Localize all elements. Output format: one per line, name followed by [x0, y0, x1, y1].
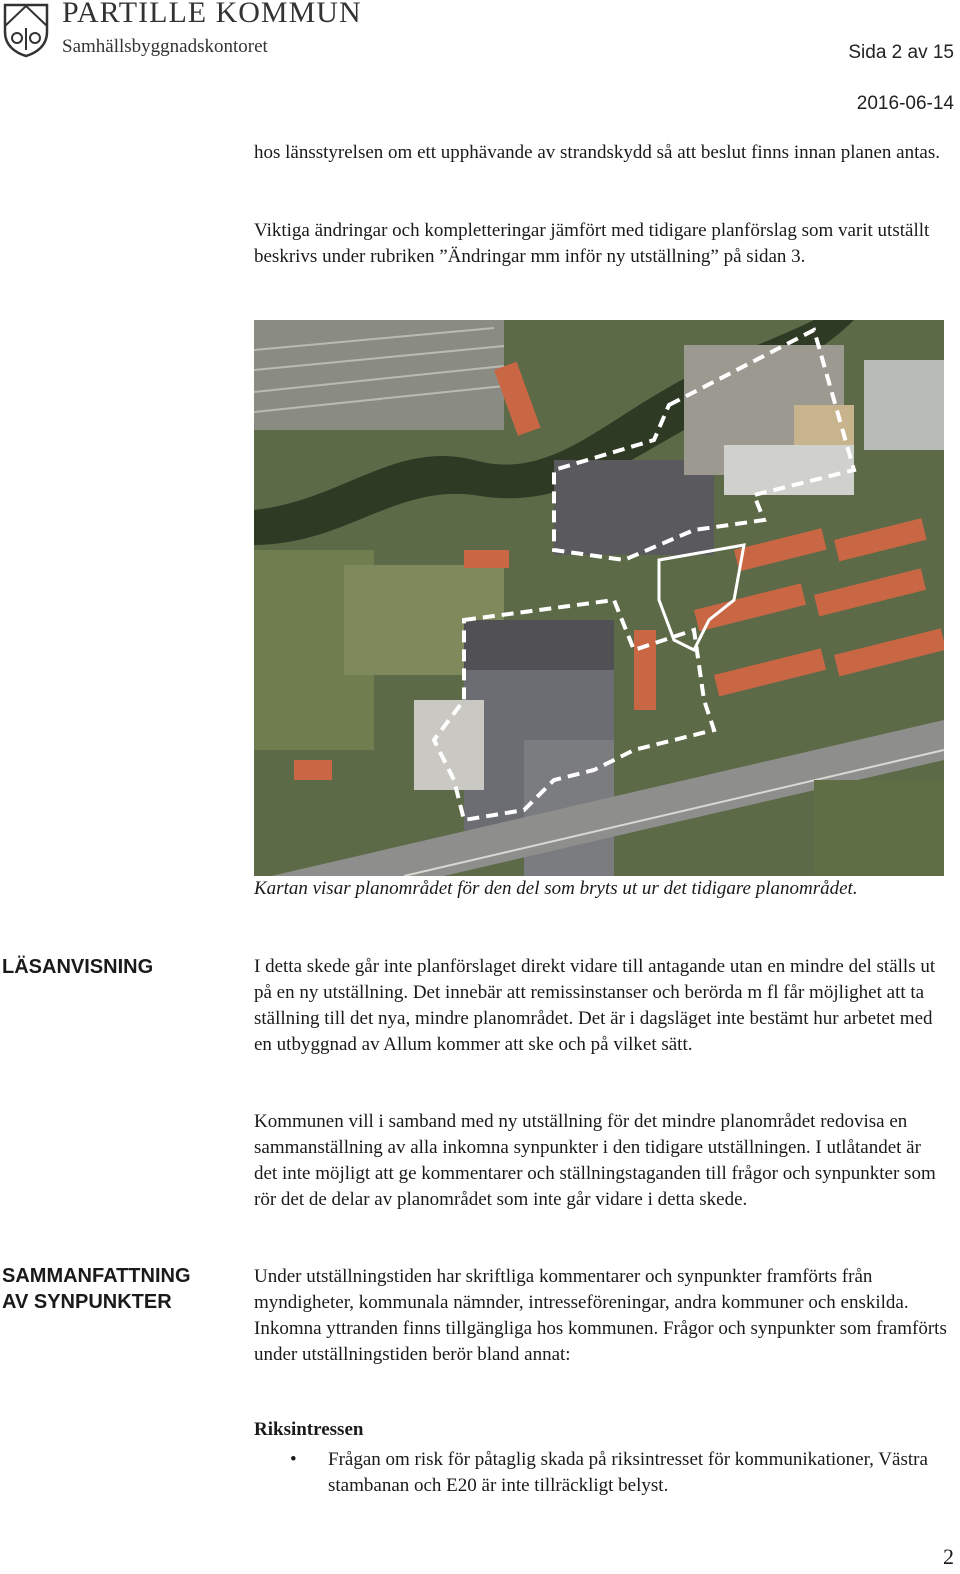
bullet-text: Frågan om risk för påtaglig skada på riksintresset för kommunikationer, Västra stambanan och E20 är inte tillräckligt belyst. — [328, 1449, 928, 1496]
section-heading-sammanfattning — [2, 1263, 191, 1315]
bullet-icon: • — [290, 1449, 297, 1470]
aerial-map-image — [254, 320, 944, 876]
section-heading-line-1: SAMMANFATTNING — [2, 1265, 191, 1287]
page-count: Sida 2 av 15 — [848, 42, 954, 63]
organization-name: PARTILLE KOMMUN — [62, 0, 362, 29]
section-heading-line-2: AV SYNPUNKTER — [2, 1291, 172, 1313]
intro-paragraph-2: Viktiga ändringar och kompletteringar jämfört med tidigare planförslag som varit utställt beskrivs under rubriken ”Ändringar mm inför ny utställning” på sidan 3. — [254, 220, 930, 267]
document-date: 2016-06-14 — [856, 93, 954, 114]
map-caption: Kartan visar planområdet för den del som bryts ut ur det tidigare planområdet. — [254, 878, 858, 899]
subheading-riksintressen: Riksintressen — [254, 1419, 364, 1440]
organization-department: Samhällsbyggnadskontoret — [62, 36, 268, 57]
section-heading-lasanvisning: LÄSANVISNING — [2, 956, 154, 978]
intro-paragraph-1: hos länsstyrelsen om ett upphävande av strandskydd så att beslut finns innan planen antas. — [254, 142, 940, 163]
lasanvisning-paragraph-2: Kommunen vill i samband med ny utställning för det mindre planområdet redovisa en sammanställning av alla inkomna synpunkter i den tidigare utställningen. I utlåtandet är det inte möjligt att ge kommentarer och ställningstaganden till frågor och synpunkter som rör det de delar av planområdet som inte går vidare i detta skede. — [254, 1111, 936, 1210]
page-number: 2 — [943, 1544, 954, 1569]
partille-coat-of-arms-logo — [2, 2, 50, 58]
lasanvisning-paragraph-1: I detta skede går inte planförslaget direkt vidare till antagande utan en mindre del ställs ut på en ny utställning. Det innebär att remissinstanser och berörda m fl får möjlighet att ta ställning till det nya, mindre planområdet. Det är i dagsläget inte bestämt hur arbetet med en utbyggnad av Allum kommer att ske och på vilket sätt. — [254, 956, 936, 1055]
sammanfattning-paragraph: Under utställningstiden har skriftliga kommentarer och synpunkter framförts från myndigheter, kommunala nämnder, intresseföreningar, andra kommuner och enskilda. Inkomna yttranden finns tillgängliga hos kommunen. Frågor och synpunkter som framförts under utställningstiden berör bland annat: — [254, 1266, 947, 1365]
